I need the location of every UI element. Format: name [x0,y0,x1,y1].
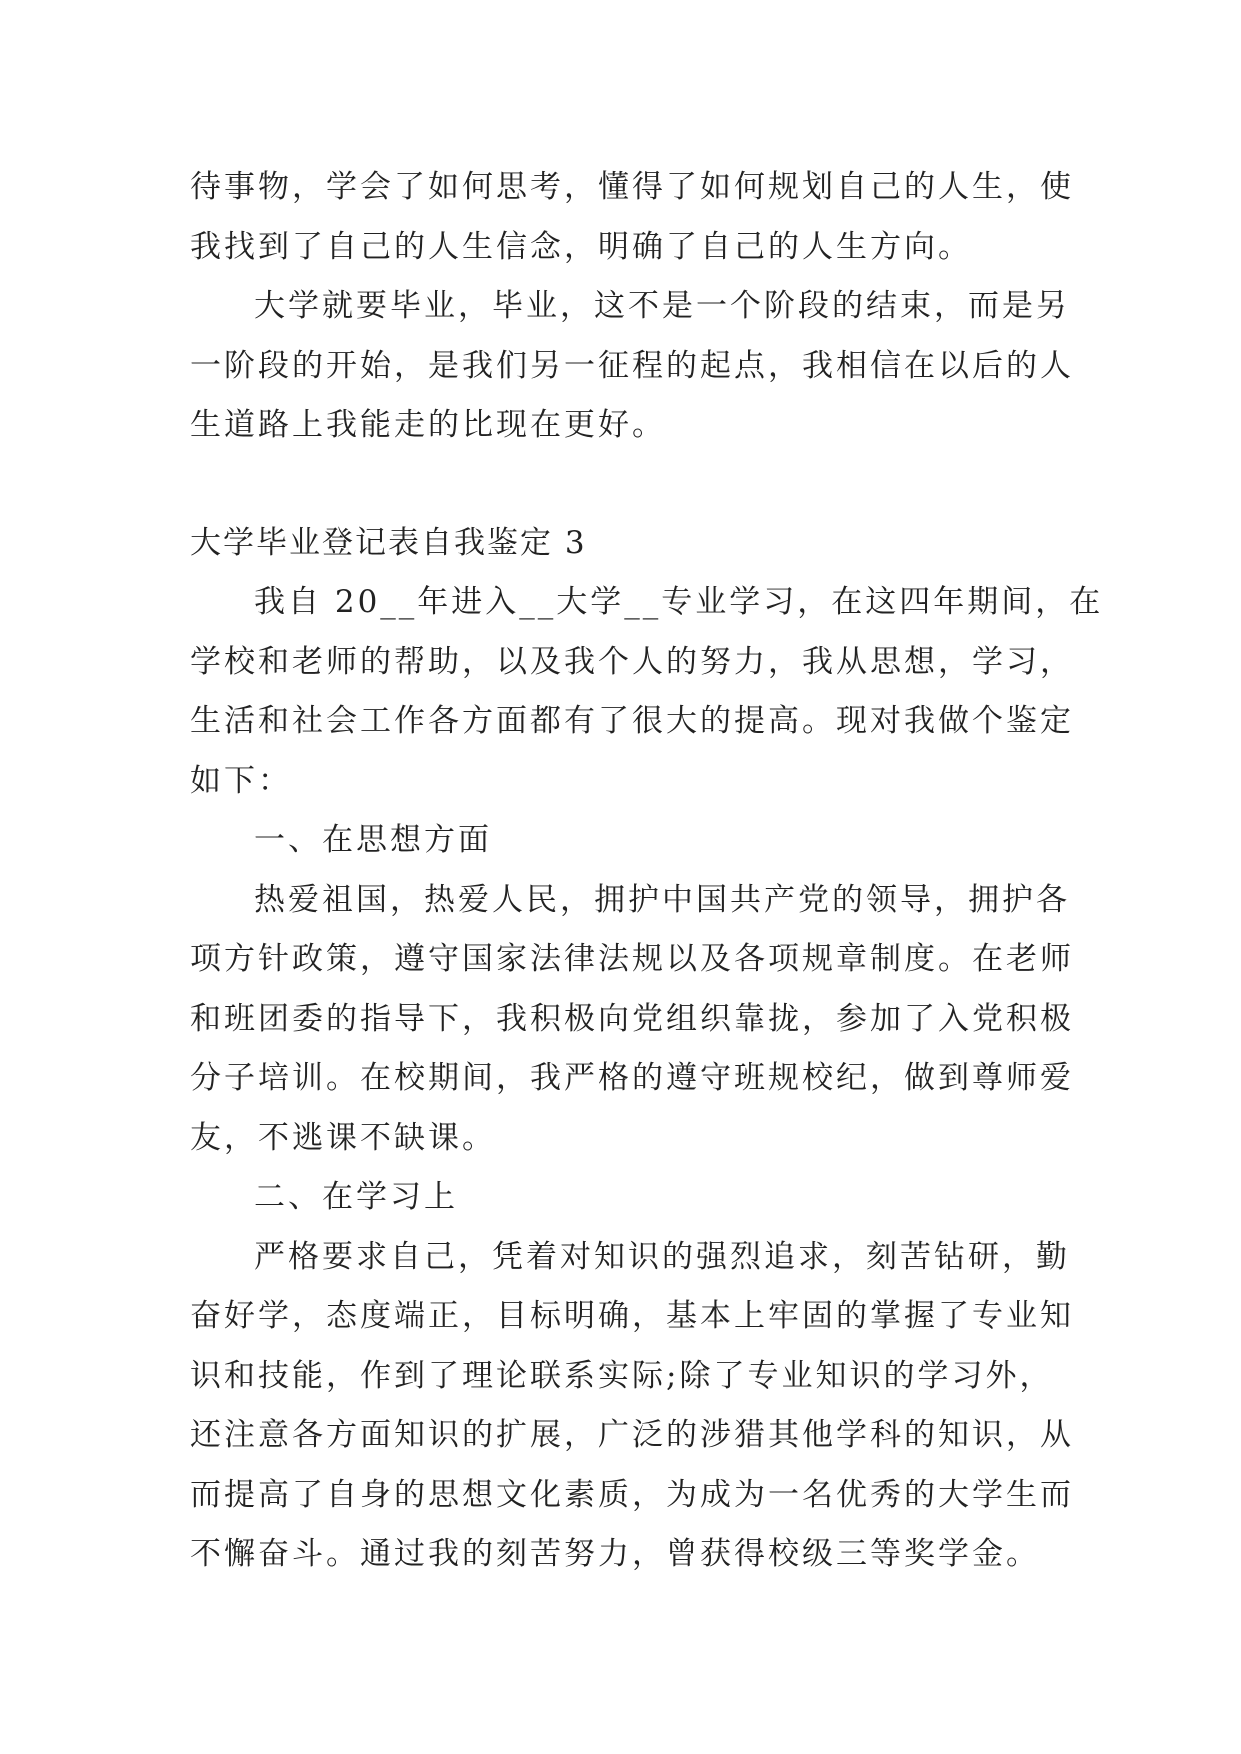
paragraph-line: 我自 20__年进入__大学__专业学习，在这四年期间，在 [254,584,1104,620]
paragraph-line: 学校和老师的帮助，以及我个人的努力，我从思想，学习， [190,643,1074,680]
paragraph-line: 和班团委的指导下，我积极向党组织靠拢，参加了入党积极 [190,1000,1074,1037]
paragraph-line: 生活和社会工作各方面都有了很大的提高。现对我做个鉴定 [190,703,1074,739]
paragraph-line: 生道路上我能走的比现在更好。 [190,407,666,443]
paragraph-line: 严格要求自己，凭着对知识的强烈追求，刻苦钻研，勤 [254,1238,1070,1275]
paragraph-line: 如下： [190,762,292,799]
paragraph-line: 待事物，学会了如何思考，懂得了如何规划自己的人生，使 [190,169,1074,205]
paragraph-line: 我找到了自己的人生信念，明确了自己的人生方向。 [190,228,972,265]
paragraph-line: 而提高了自身的思想文化素质，为成为一名优秀的大学生而 [190,1476,1074,1513]
subsection-title: 二、在学习上 [254,1179,458,1215]
spacer [190,456,1050,514]
paragraph-line: 一阶段的开始，是我们另一征程的起点，我相信在以后的人 [190,347,1074,384]
paragraph-line: 热爱祖国，热爱人民，拥护中国共产党的领导，拥护各 [254,881,1070,918]
paragraph-line: 不懈奋斗。通过我的刻苦努力，曾获得校级三等奖学金。 [190,1536,1040,1572]
document-body [190,158,1104,1585]
paragraph-line: 项方针政策，遵守国家法律法规以及各项规章制度。在老师 [190,941,1074,977]
paragraph-line: 分子培训。在校期间，我严格的遵守班规校纪，做到尊师爱 [190,1060,1074,1096]
paragraph-line: 友，不逃课不缺课。 [190,1119,496,1156]
paragraph-line: 识和技能，作到了理论联系实际;除了专业知识的学习外， [190,1357,1054,1394]
section-title: 大学毕业登记表自我鉴定 3 [190,524,587,561]
paragraph-line: 还注意各方面知识的扩展，广泛的涉猎其他学科的知识，从 [190,1417,1074,1453]
paragraph-line: 大学就要毕业，毕业，这不是一个阶段的结束，而是另 [254,288,1070,324]
paragraph-line: 奋好学，态度端正，目标明确，基本上牢固的掌握了专业知 [190,1298,1074,1334]
subsection-title: 一、在思想方面 [254,822,492,858]
